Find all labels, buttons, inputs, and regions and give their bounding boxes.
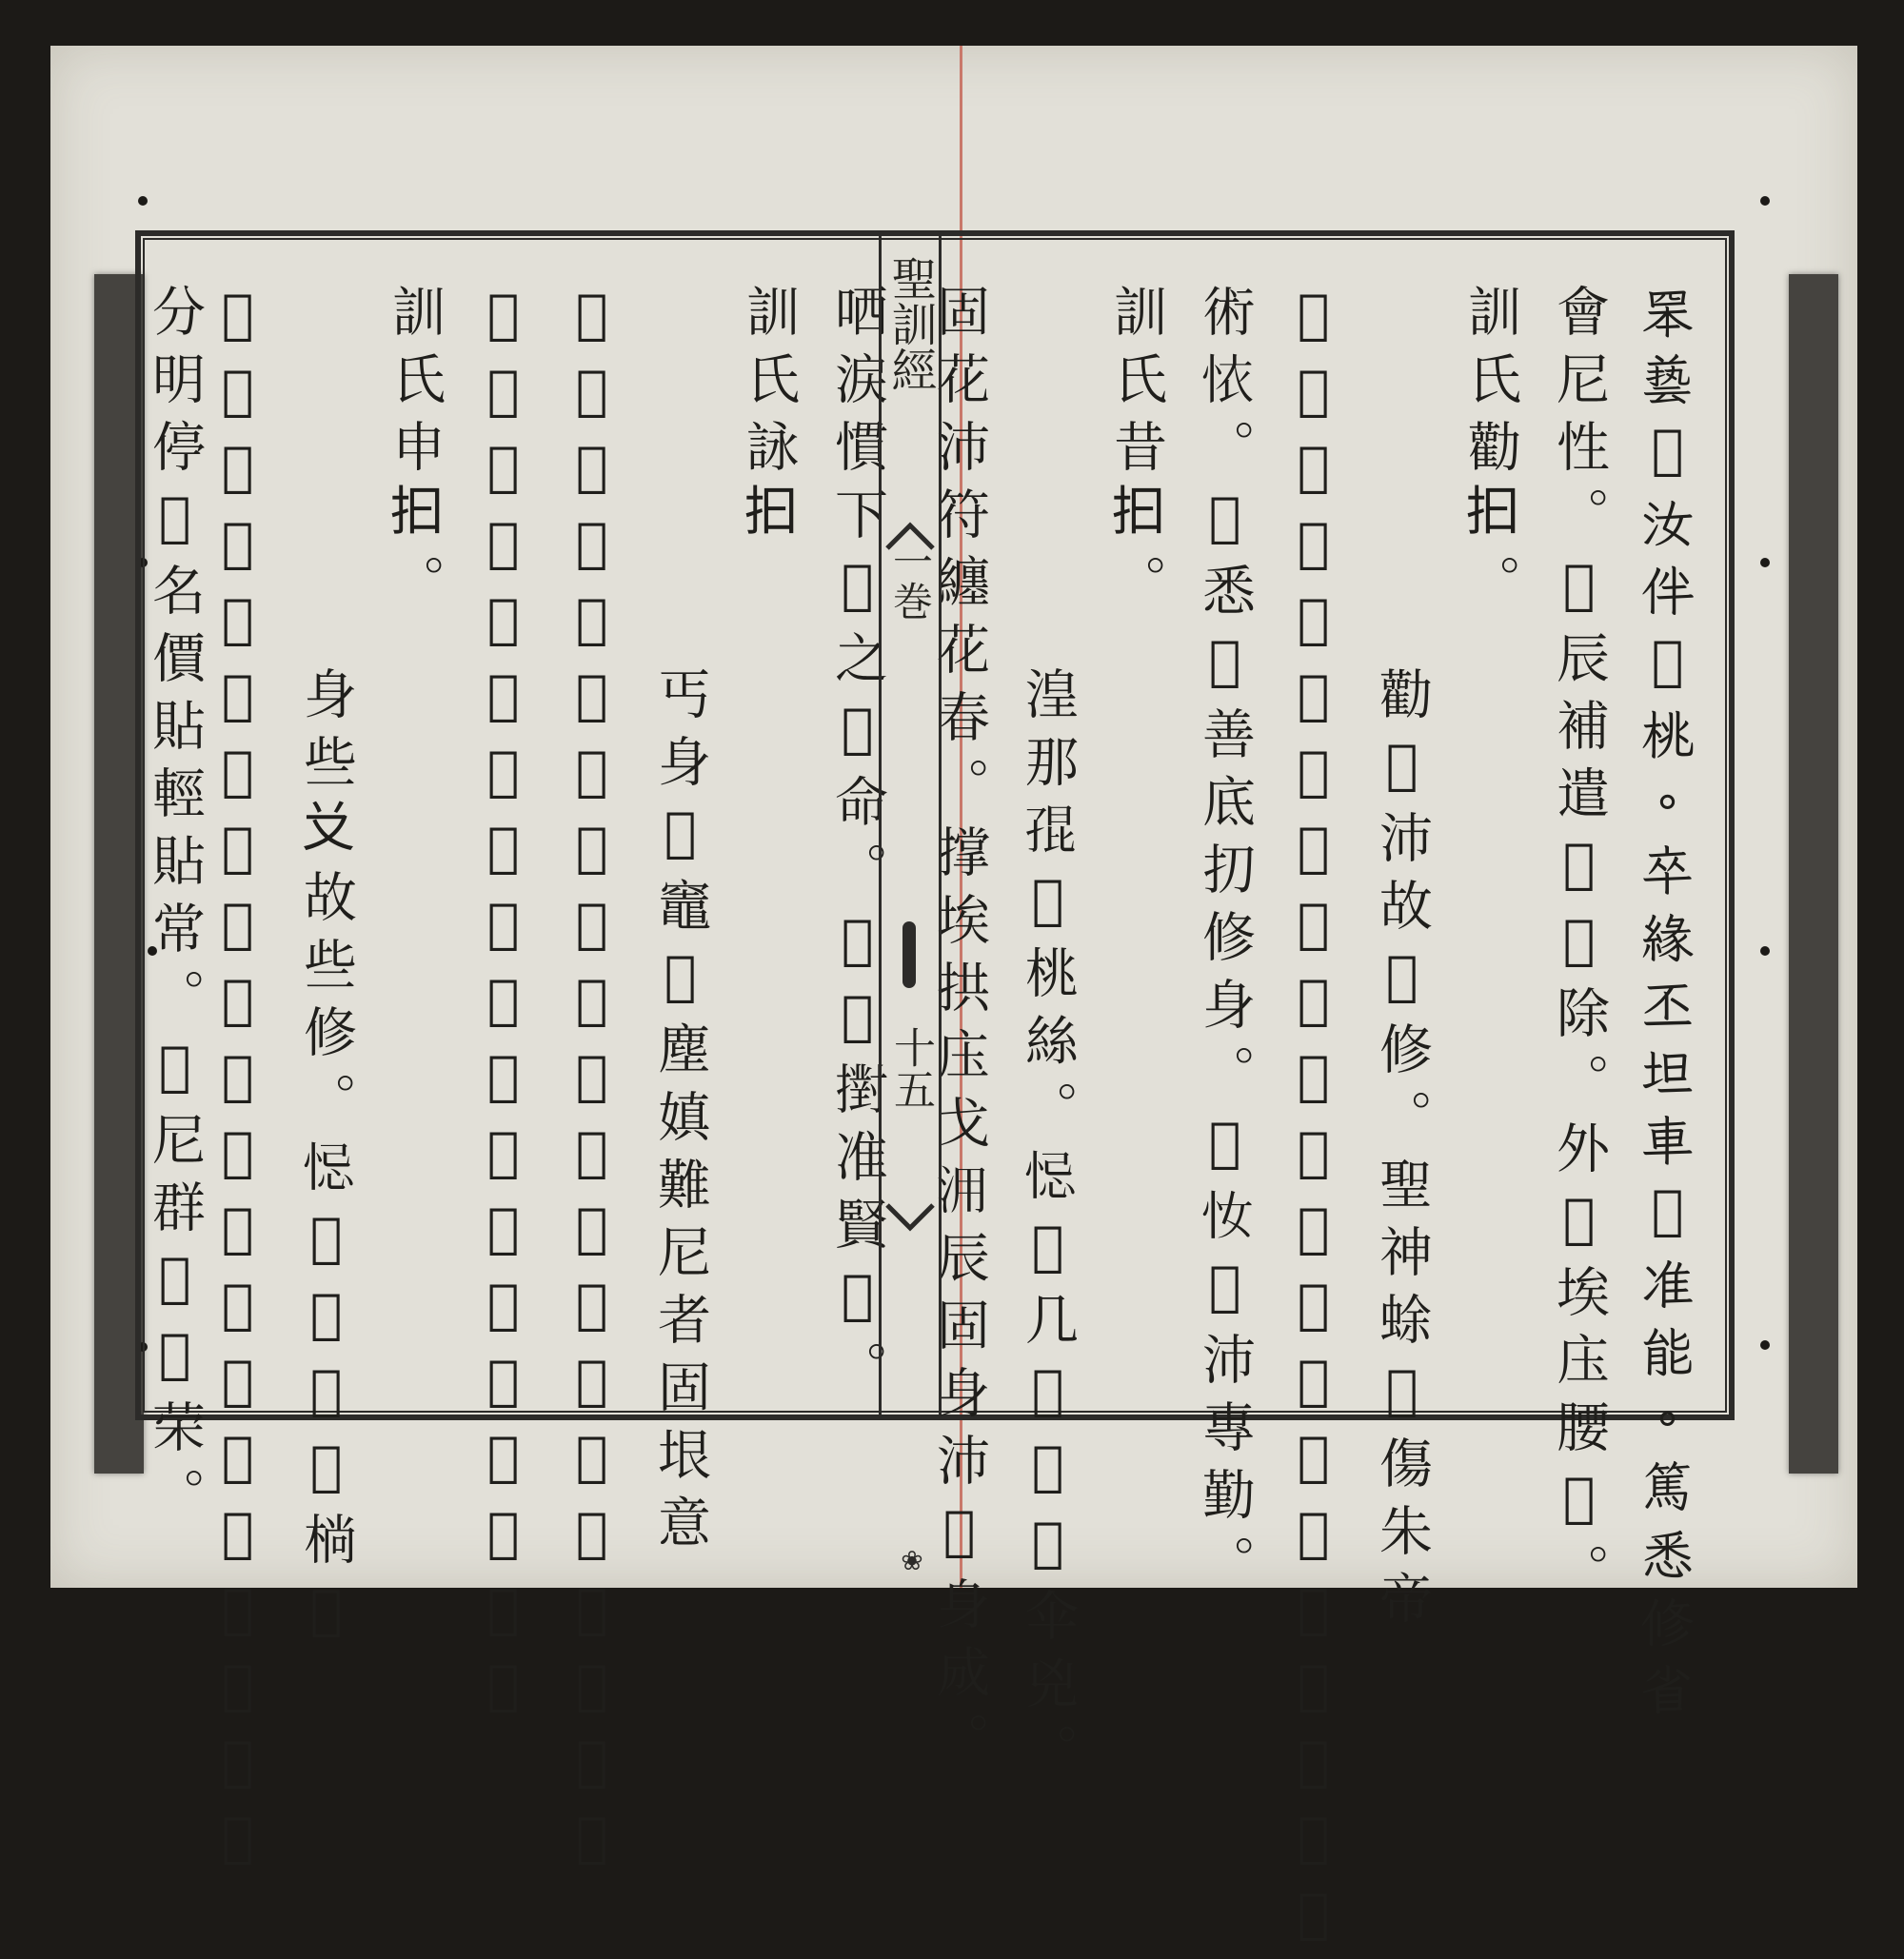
text-column: 會尼性。𢚸辰補遣𪜀𨀈除。外𤳸埃庒腰𢜝。	[1548, 284, 1610, 1611]
book-title: 聖訓經	[883, 255, 937, 392]
binding-hole	[1760, 558, 1770, 567]
text-column: 𡗶𠬠。骨蒸閆事自𨁪𢠿命。格閑丕𠓨底盈。	[472, 284, 534, 1731]
text-column: 𢘾量𨔍𣅶𥪝𪯵灰。貼辰貼世𪝬辰𪝬終。𢚁𨔍固𠃣	[561, 284, 623, 1883]
center-column-heart	[879, 236, 942, 1576]
text-column: 訓氏勸𢪏。	[1459, 284, 1521, 622]
binding-hole	[1760, 1340, 1770, 1350]
volume-label: 一巻	[887, 541, 934, 621]
text-column: 訓氏申𢪏。	[384, 284, 446, 622]
flower-mark-icon: ❀	[901, 1545, 923, 1576]
binding-hole	[1760, 946, 1770, 956]
center-ornament-icon	[902, 921, 916, 988]
text-column: 哂涙慣下𠁀之𢀨命。𡢐𢖵𢷮准賢𬋩。	[826, 284, 888, 1408]
text-column: 術𢙇。𢡮悉𥛉善底㧅修身。𢚸𢖵𨀈沛專勤。	[1194, 284, 1256, 1602]
text-column: 固花沛符纏花春。撑埃拱庒戈𣳔辰固身沛𤈜身𢦓。	[928, 284, 990, 1779]
right-ink-border	[1789, 274, 1838, 1474]
binding-hole	[138, 196, 148, 206]
binding-hole	[1760, 196, 1770, 206]
text-column: 分明停𢩣名價貼輕貼常。𢖵尼群𧄫𧍋荣。	[144, 284, 206, 1534]
text-column: 丐身𡎝竈𡐙塵嫃難尼者固垠意	[649, 666, 711, 1562]
text-column: 訓氏詠𢪏	[738, 284, 800, 554]
text-column: 訓氏昔𢪏。	[1105, 284, 1167, 622]
text-column: 𡢐。錫歐造化安排。景𦊚拱自如𨁪席𥾽。巍高欺𢖬	[1282, 284, 1344, 1959]
fish-tail-lower-icon	[885, 1203, 935, 1232]
text-column: 身些𠬠故些修。𢚁𨔍𣘃𦹵𣘃㭻𢜝	[295, 666, 357, 1655]
text-column: 湟那𡥵𪝬桃絲。𢚁𨔍几𢜝𨁪𢜝伞兇。	[1017, 666, 1079, 1791]
text-column: 勸𪝬沛故𪝬修。聖神蜍𠓨傷朱帝	[1371, 666, 1433, 1638]
text-column: 𩛂於𡃚𣅶𢚸𣅶𢖵。𠻗𥄭底吏𪮊勾賢𬋩。丕高𤊧𤈜	[207, 284, 268, 1883]
page-number: 十五	[886, 1026, 935, 1110]
text-column: 𦊚兿𨁪汝伴䏦桃。卒緣丕坦車𢧚准能。篤悉修省	[1636, 284, 1698, 1729]
